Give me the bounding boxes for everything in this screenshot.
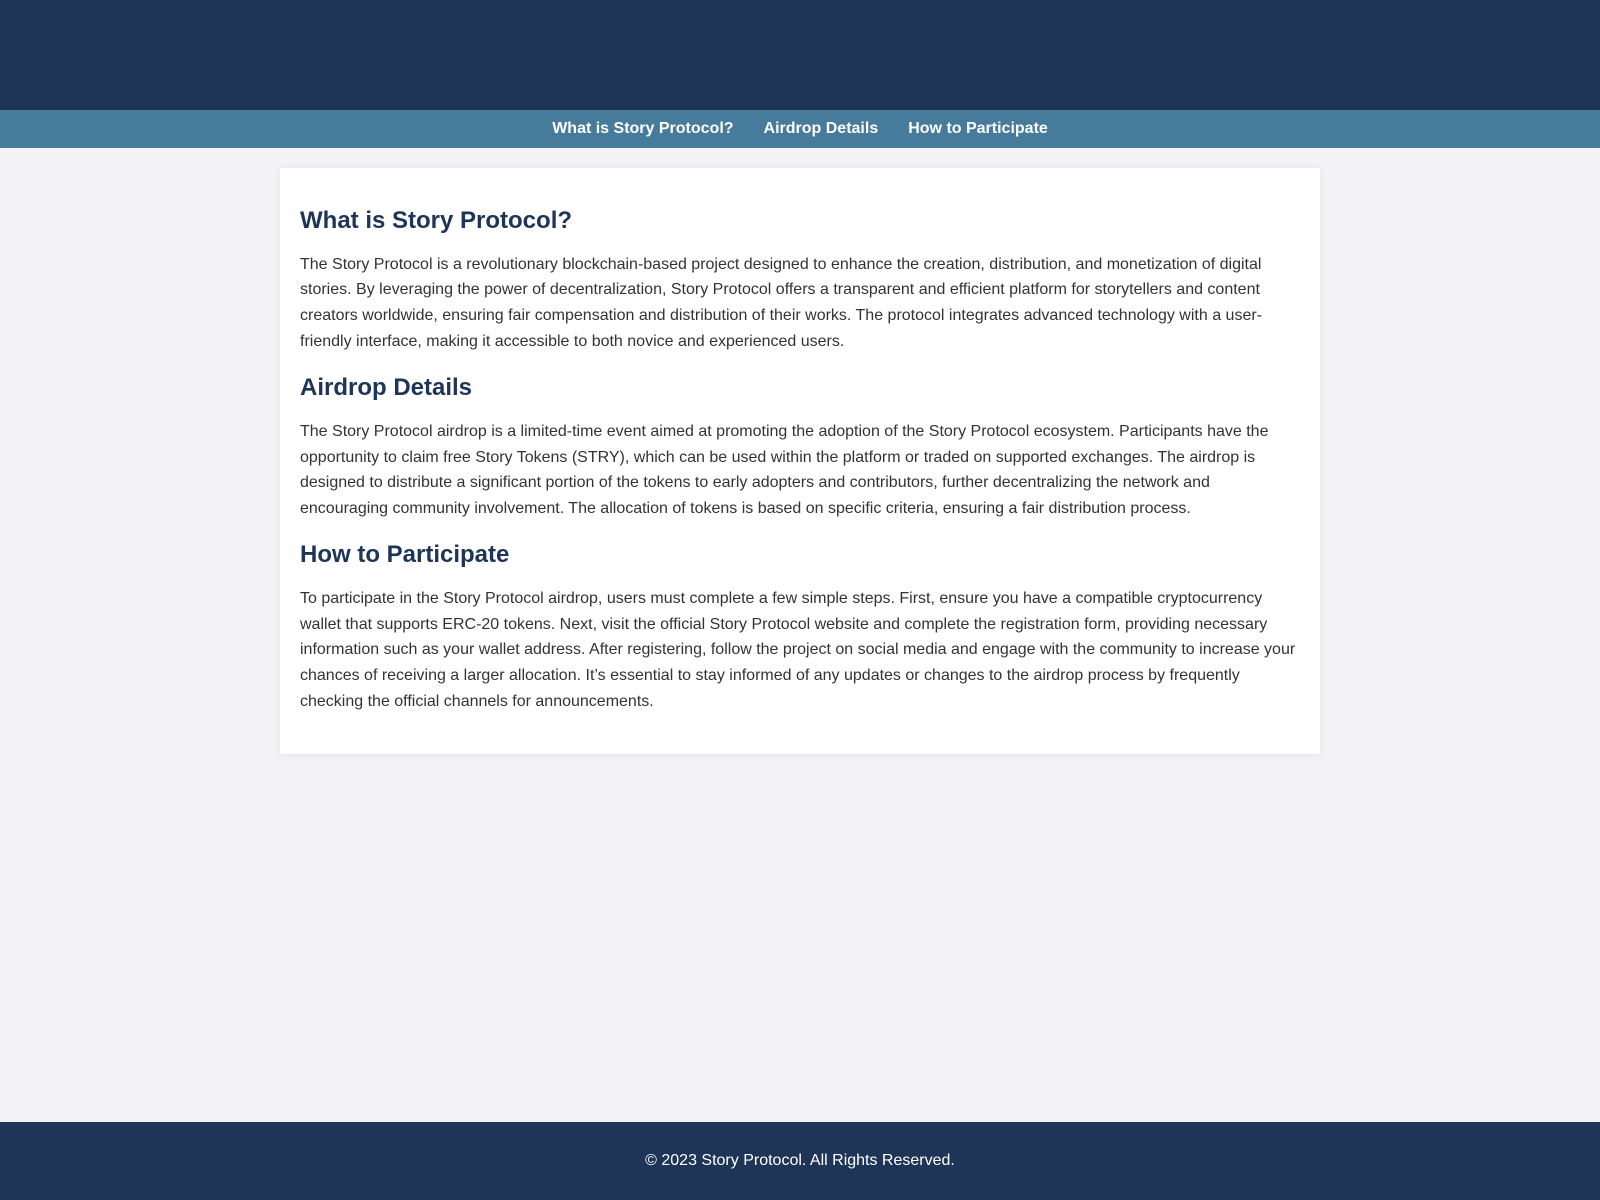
nav-link-airdrop-details[interactable]: Airdrop Details [763, 120, 879, 137]
main-nav [0, 110, 1600, 148]
section-paragraph: To participate in the Story Protocol airdrop, users must complete a few simple steps. First, ensure you have a compatible cryptocurrency wallet that supports ERC-20 tokens. Next, visit the official Story Protocol website and complete the registration form, providing necessary information such as your wallet address. After registering, follow the project on social media and engage with the community to increase your chances of receiving a larger allocation. It’s essential to stay informed of any updates or changes to the airdrop process by frequently checking the official channels for announcements. [300, 590, 1296, 710]
section-paragraph: The Story Protocol is a revolutionary blockchain-based project designed to enhance the creation, distribution, and monetization of digital stories. By leveraging the power of decentralization, Story Protocol offers a transparent and efficient platform for storytellers and content creators worldwide, ensuring fair compensation and distribution of their works. The protocol integrates advanced technology with a user-friendly interface, making it accessible to both novice and experienced users. [300, 255, 1262, 350]
section-paragraph: The Story Protocol airdrop is a limited-time event aimed at promoting the adoption of the Story Protocol ecosystem. Participants have the opportunity to claim free Story Tokens (STRY), which can be used within the platform or traded on supported exchanges. The airdrop is designed to distribute a significant portion of the tokens to early adopters and contributors, further decentralizing the network and encouraging community involvement. The allocation of tokens is based on specific criteria, ensuring a fair distribution process. [300, 422, 1269, 517]
copyright-text: © 2023 Story Protocol. All Rights Reserved. [645, 1152, 955, 1169]
section-how-to-participate [300, 541, 1300, 714]
content-card [280, 168, 1320, 754]
section-heading: How to Participate [300, 541, 510, 569]
nav-link-what-is-story-protocol[interactable]: What is Story Protocol? [552, 120, 734, 137]
site-header [0, 0, 1600, 110]
site-footer [0, 1122, 1600, 1200]
section-heading: What is Story Protocol? [300, 207, 573, 234]
section-what-is-story-protocol [300, 207, 1300, 354]
section-airdrop-details [300, 374, 1300, 521]
section-heading: Airdrop Details [300, 374, 473, 402]
nav-link-how-to-participate[interactable]: How to Participate [908, 120, 1048, 137]
